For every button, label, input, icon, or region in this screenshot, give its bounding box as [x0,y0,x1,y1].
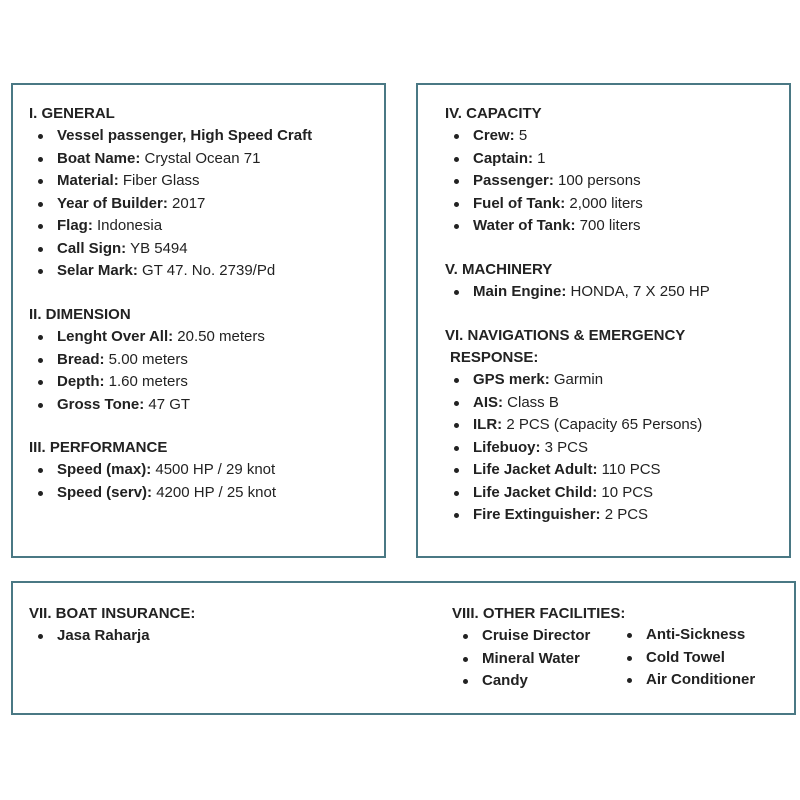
insurance-section [29,603,429,648]
navigation-item-fire-extinguisher [445,504,795,527]
navigation-item-label: GPS merk: [473,371,550,388]
insurance-title: VII. BOAT INSURANCE: [29,605,196,622]
machinery-item-value: HONDA, 7 X 250 HP [566,283,710,300]
navigation-item-value: 10 PCS [597,483,654,501]
bottom-facilities-panel [11,581,796,715]
dimension-item-label: Depth: [57,373,105,390]
capacity-title: IV. CAPACITY [445,105,542,122]
navigation-item-life-jacket-adult [445,459,795,482]
navigation-item-value: 2 PCS [600,506,649,523]
navigation-item-lifebuoy [445,437,795,460]
capacity-item-value: 2,000 liters [565,194,643,212]
performance-item-speed-serv [29,482,379,505]
general-item-selar-mark [29,260,379,283]
performance-section [29,437,379,504]
left-spec-panel [11,83,386,558]
capacity-item-captain [445,148,795,171]
dimension-item-depth [29,371,379,394]
facilities-item-label: Cruise Director [482,627,591,644]
facilities-item-label: Cold Towel [646,648,725,666]
capacity-section [445,103,795,238]
facilities-section [452,603,792,689]
general-item-label: Material: [57,172,119,189]
navigation-section [445,325,795,527]
facilities-item [454,670,624,693]
dimension-item-value: 5.00 meters [104,350,188,368]
dimension-section [29,304,379,416]
facilities-item [454,648,624,671]
general-title: I. GENERAL [29,105,115,122]
capacity-item-label: Passenger: [473,172,554,189]
dimension-item-label: Gross Tone: [57,395,145,413]
machinery-section [445,259,795,304]
navigation-item-ais [445,392,795,415]
navigation-list [445,369,795,527]
dimension-title: II. DIMENSION [29,306,131,323]
capacity-item-label: Crew: [473,127,515,144]
capacity-item-label: Captain: [473,149,533,167]
navigation-title-line1: VI. NAVIGATIONS & EMERGENCY [445,327,686,344]
navigation-item-value: Garmin [549,371,604,388]
machinery-item-main-engine [445,281,795,304]
general-item-value: Indonesia [92,217,163,234]
capacity-list [445,125,795,238]
machinery-title: V. MACHINERY [445,261,553,278]
facilities-item-label: Air Conditioner [646,671,756,688]
right-spec-panel [416,83,791,558]
general-item-year [29,193,379,216]
dimension-item-label: Lenght Over All: [57,328,174,345]
general-item-value: Fiber Glass [118,172,200,189]
performance-title: III. PERFORMANCE [29,439,168,456]
capacity-item-value: 100 persons [553,172,641,189]
insurance-item-label: Jasa Raharja [57,627,150,644]
facilities-item [618,669,788,692]
facilities-list-col2 [618,624,788,692]
capacity-item-fuel-tank [445,193,795,216]
navigation-item-label: Fire Extinguisher: [473,506,601,523]
facilities-item-label: Candy [482,672,528,689]
capacity-item-water-tank [445,215,795,238]
navigation-title [445,325,795,369]
general-item-label: Boat Name: [57,149,141,167]
general-item-label: Flag: [57,217,93,234]
dimension-item-gross-tone [29,394,379,417]
capacity-item-label: Water of Tank: [473,217,576,234]
navigation-item-life-jacket-child [445,482,795,505]
capacity-item-value: 700 liters [575,217,641,234]
performance-item-label: Speed (serv): [57,483,153,501]
performance-item-value: 4200 HP / 25 knot [152,483,277,501]
facilities-item [454,625,624,648]
capacity-item-value: 5 [514,127,528,144]
capacity-item-label: Fuel of Tank: [473,194,566,212]
navigation-item-label: Lifebuoy: [473,438,541,456]
performance-item-label: Speed (max): [57,461,152,478]
performance-list [29,459,379,504]
general-item-boat-name [29,148,379,171]
general-item-label: Call Sign: [57,239,127,257]
navigation-item-label: Life Jacket Adult: [473,461,598,478]
dimension-item-value: 47 GT [144,395,191,413]
capacity-item-passenger [445,170,795,193]
dimension-item-length [29,326,379,349]
general-item-value: GT 47. No. 2739/Pd [137,262,276,279]
facilities-item [618,624,788,647]
performance-item-speed-max [29,459,379,482]
facilities-item [618,647,788,670]
navigation-item-label: AIS: [473,393,503,411]
capacity-item-crew [445,125,795,148]
machinery-item-label: Main Engine: [473,283,567,300]
facilities-title: VIII. OTHER FACILITIES: [452,605,626,622]
general-item-call-sign [29,238,379,261]
facilities-list-col1 [454,625,624,693]
facilities-item-label: Anti-Sickness [646,626,746,643]
general-item-label: Year of Builder: [57,194,168,212]
insurance-list [29,625,429,648]
dimension-item-bread [29,349,379,372]
capacity-item-value: 1 [533,149,546,167]
navigation-item-value: 3 PCS [540,438,589,456]
navigation-item-value: 2 PCS (Capacity 65 Persons) [502,416,703,433]
general-item-material [29,170,379,193]
dimension-item-value: 1.60 meters [104,373,188,390]
general-item-value: 2017 [167,194,206,212]
general-item-label: Selar Mark: [57,262,138,279]
machinery-list [445,281,795,304]
general-item-value: YB 5494 [126,239,188,257]
general-list [29,125,379,283]
insurance-item [29,625,429,648]
navigation-item-ilr [445,414,795,437]
general-item-vessel-type [29,125,379,148]
general-item-flag [29,215,379,238]
navigation-item-value: 110 PCS [597,461,661,478]
navigation-item-label: Life Jacket Child: [473,483,598,501]
facilities-item-label: Mineral Water [482,649,580,667]
dimension-item-value: 20.50 meters [173,328,265,345]
dimension-item-label: Bread: [57,350,105,368]
general-item-label: Vessel passenger, High Speed Craft [57,127,313,144]
navigation-item-gps [445,369,795,392]
navigation-title-line2: RESPONSE: [450,349,539,366]
navigation-item-label: ILR: [473,416,503,433]
performance-item-value: 4500 HP / 29 knot [151,461,276,478]
general-section [29,103,379,283]
navigation-item-value: Class B [503,393,559,411]
general-item-value: Crystal Ocean 71 [140,149,261,167]
dimension-list [29,326,379,416]
